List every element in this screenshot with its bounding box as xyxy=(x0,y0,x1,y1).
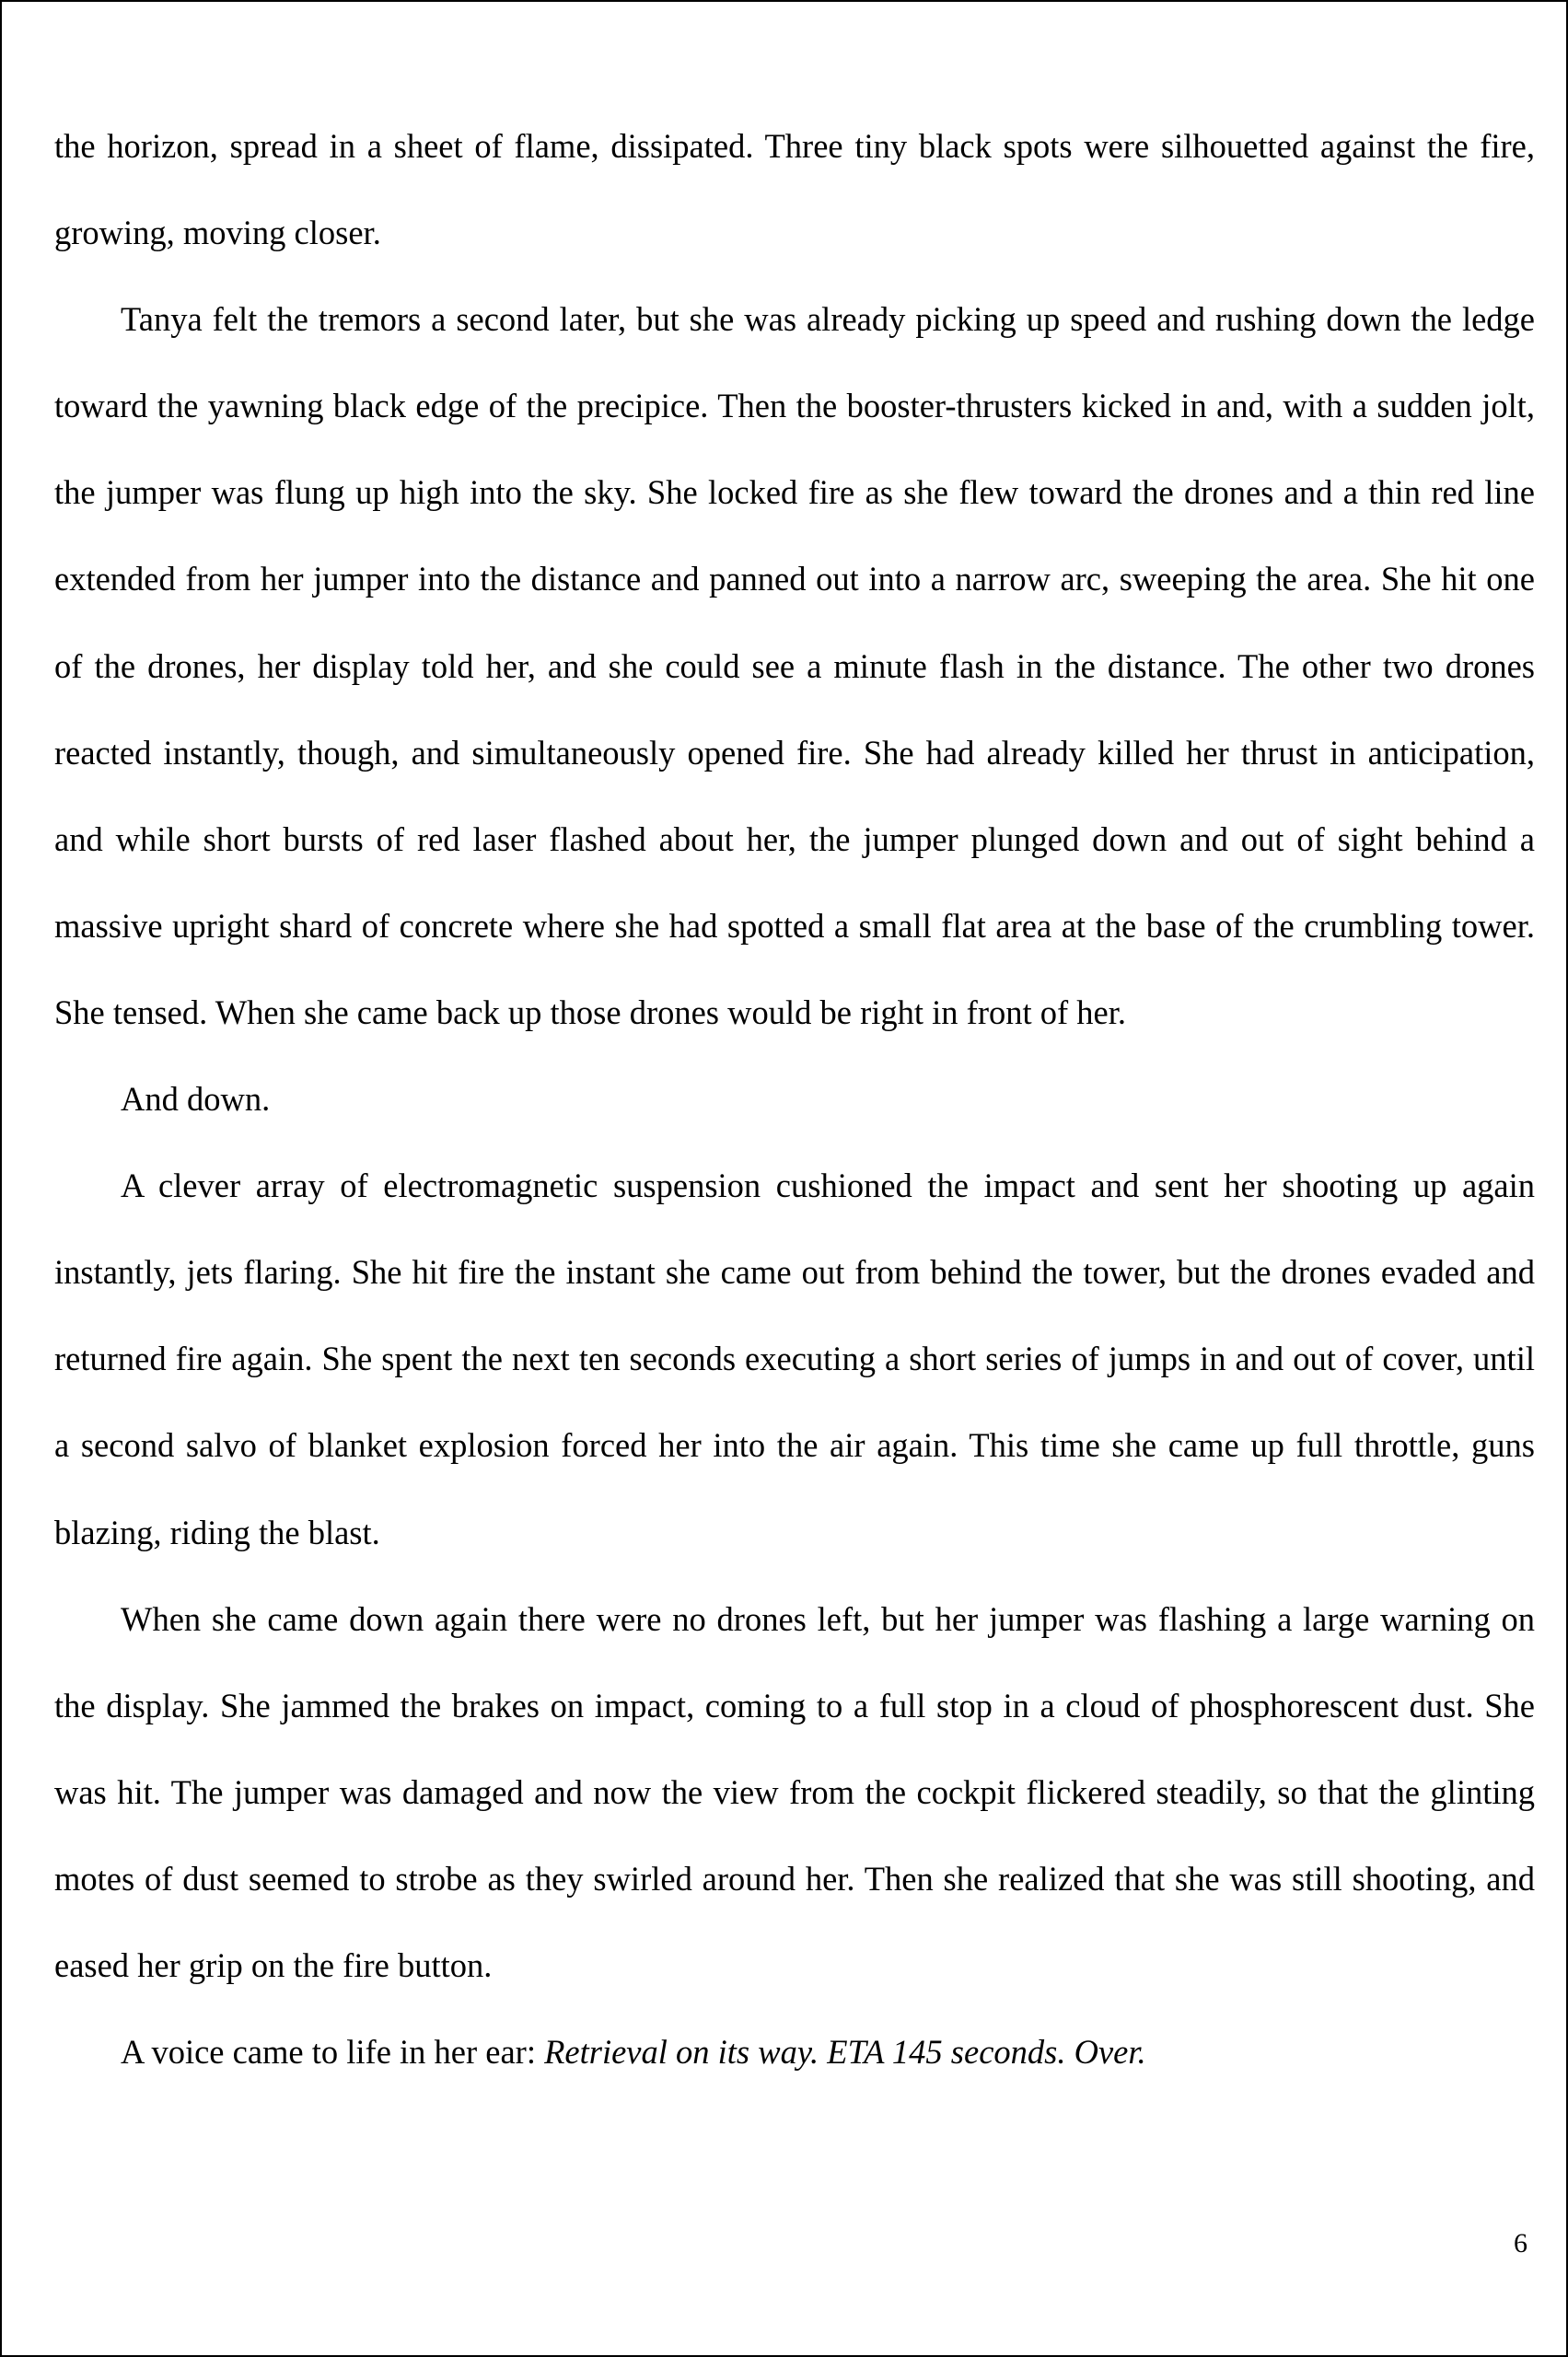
paragraph xyxy=(54,1056,1535,1143)
paragraph xyxy=(54,2009,1535,2096)
paragraph-text: A clever array of electromagnetic suspension cushioned the impact and sent her shooting up again instantly, jets flaring. She hit fire the instant she came out from behind the tower, but the drones evaded and returned fire again. She spent the next ten seconds executing a short series of jumps in and out of cover, until a second salvo of blanket explosion forced her into the air again. This time she came up full throttle, guns blazing, riding the blast. xyxy=(54,1167,1535,1551)
paragraph-text: And down. xyxy=(121,1080,271,1119)
paragraph-text: A voice came to life in her ear: xyxy=(121,2033,545,2072)
italic-text: Retrieval on its way. ETA 145 seconds. Over. xyxy=(544,2033,1146,2072)
paragraph xyxy=(54,1576,1535,2009)
paragraph-text: When she came down again there were no drones left, but her jumper was flashing a large warning on the display. She jammed the brakes on impact, coming to a full stop in a cloud of phosphorescent dust. She was hit. The jumper was damaged and now the view from the cockpit flickered steadily, so that the glinting motes of dust seemed to strobe as they swirled around her. Then she realized that she was still shooting, and eased her grip on the fire button. xyxy=(54,1599,1535,1984)
paragraph xyxy=(54,1143,1535,1575)
page-number: 6 xyxy=(1514,2228,1527,2258)
paragraph-text: the horizon, spread in a sheet of flame, dissipated. Three tiny black spots were silhouetted against the fire, growing, moving closer. xyxy=(54,127,1535,252)
paragraph xyxy=(54,276,1535,1056)
paragraph-text: Tanya felt the tremors a second later, but she was already picking up speed and rushing down the ledge toward the yawning black edge of the precipice. Then the booster-thrusters kicked in and, with a sudden jolt, the jumper was flung up high into the sky. She locked fire as she flew toward the drones and a thin red line extended from her jumper into the distance and panned out into a narrow arc, sweeping the area. She hit one of the drones, her display told her, and she could see a minute flash in the distance. The other two drones reacted instantly, though, and simultaneously opened fire. She had already killed her thrust in anticipation, and while short bursts of red laser flashed about her, the jumper plunged down and out of sight behind a massive upright shard of concrete where she had spotted a small flat area at the base of the crumbling tower. She tensed. When she came back up those drones would be right in front of her. xyxy=(54,300,1535,1031)
paragraph-continuation xyxy=(54,103,1535,276)
body-text xyxy=(54,103,1535,2096)
